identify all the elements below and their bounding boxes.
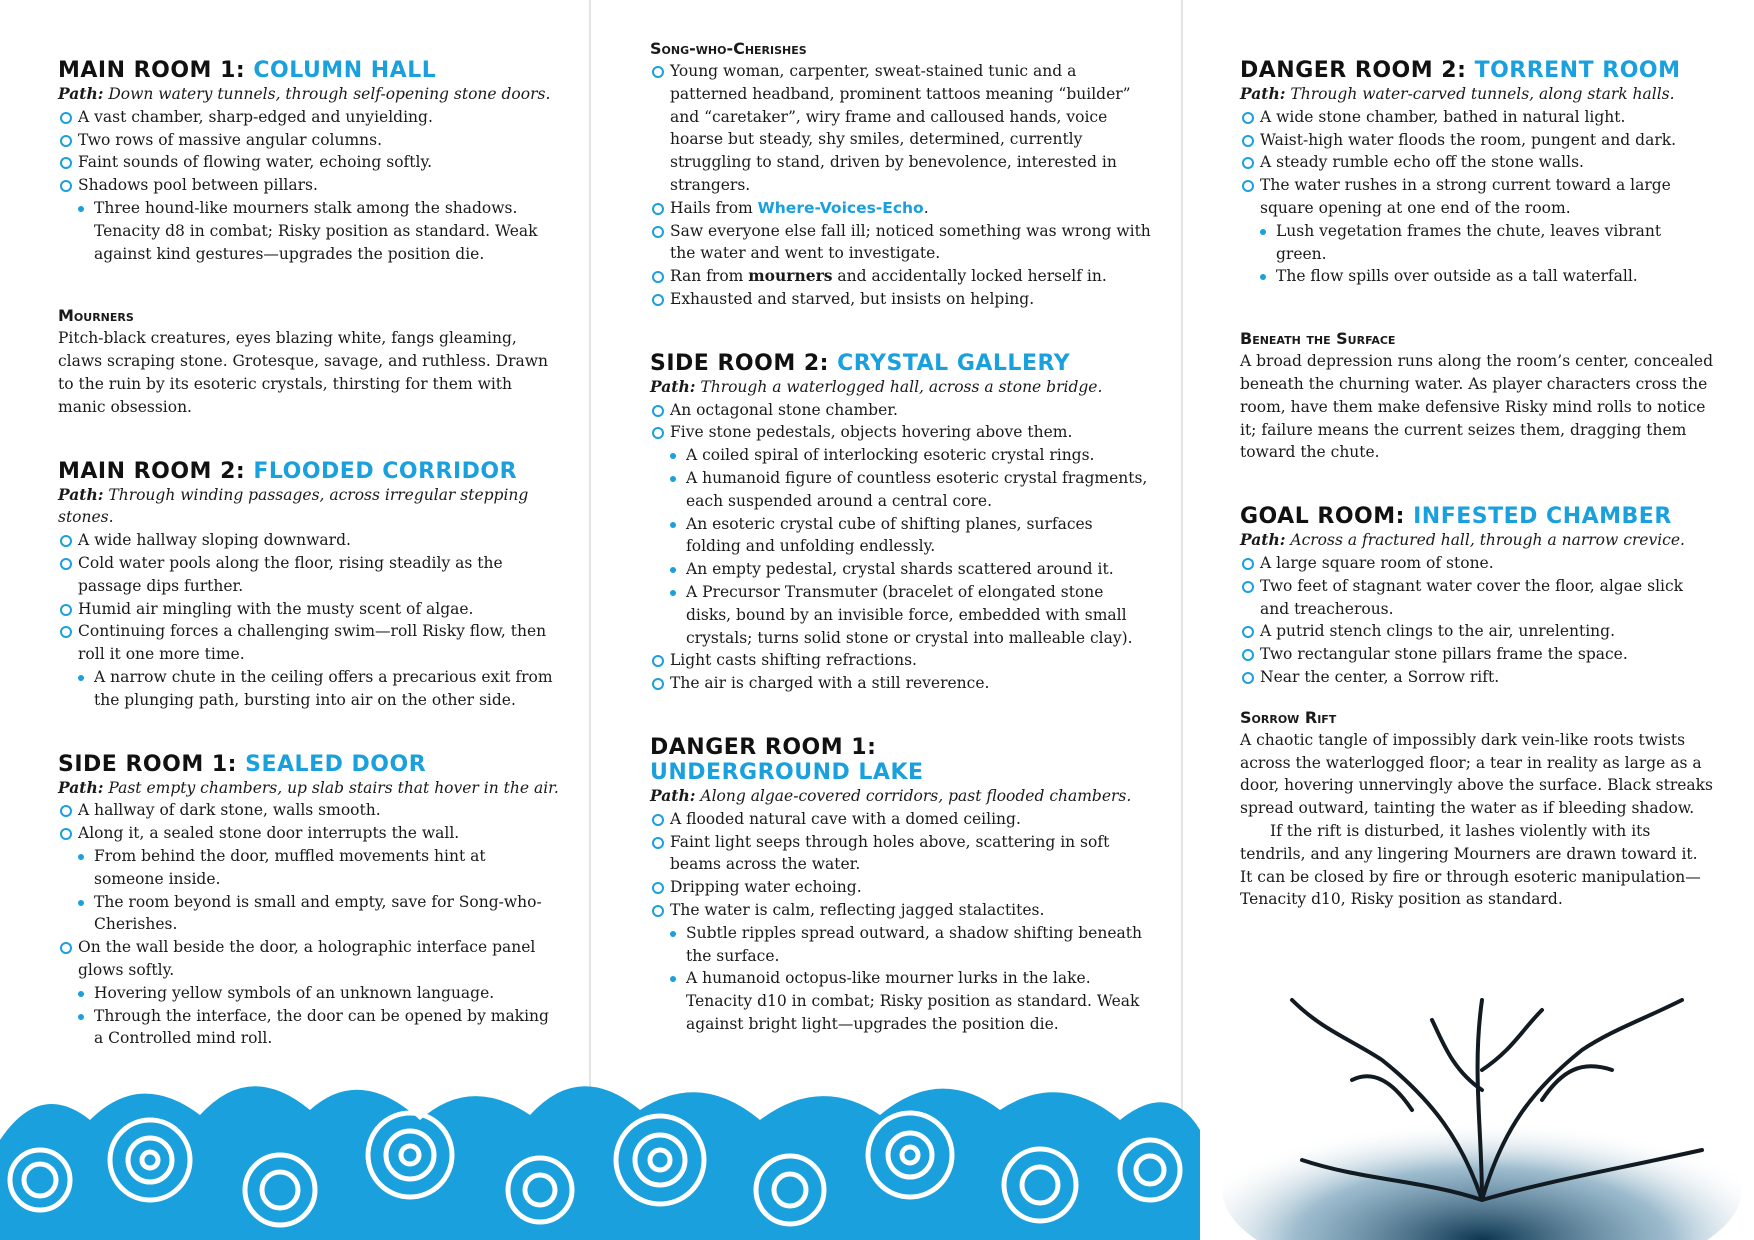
beneath-section bbox=[1240, 328, 1714, 464]
path-text: Through a waterlogged hall, across a stone bridge. bbox=[700, 377, 1103, 396]
sub-bullet-list bbox=[648, 444, 1152, 649]
list-item: Three hound-like mourners stalk among the shadows. Tenacity d8 in combat; Risky position as standard. Weak against kind gestures—upgrades the position die. bbox=[56, 197, 560, 265]
path-text: Past empty chambers, up slab stairs that hover in the air. bbox=[108, 778, 559, 797]
sub-bullet-list bbox=[648, 922, 1152, 1036]
danger-room-1-section bbox=[650, 735, 1152, 1036]
danger-room-2-section bbox=[1240, 58, 1714, 288]
list-item: Shadows pool between pillars. bbox=[58, 174, 560, 197]
room-path bbox=[650, 376, 1152, 399]
list-item: Two rectangular stone pillars frame the space. bbox=[1240, 643, 1714, 666]
list-item: Five stone pedestals, objects hovering above them. bbox=[650, 421, 1152, 444]
list-item: An octagonal stone chamber. bbox=[650, 399, 1152, 422]
list-item: An esoteric crystal cube of shifting planes, surfaces folding and unfolding endlessly. bbox=[648, 513, 1152, 559]
list-item: Faint light seeps through holes above, scattering in soft beams across the water. bbox=[650, 831, 1152, 877]
sorrow-rift-section bbox=[1240, 707, 1714, 911]
sub-bullet-list bbox=[56, 197, 560, 265]
room-label: SIDE ROOM 1: bbox=[58, 751, 237, 777]
list-item: Two feet of stagnant water cover the floor, algae slick and treacherous. bbox=[1240, 575, 1714, 621]
room-name: COLUMN HALL bbox=[253, 58, 437, 83]
sub-bullet-list bbox=[56, 666, 560, 712]
room-name: SEALED DOOR bbox=[245, 751, 427, 777]
list-item: A steady rumble echo off the stone walls. bbox=[1240, 151, 1714, 174]
list-item: On the wall beside the door, a holographic interface panel glows softly. bbox=[58, 936, 560, 982]
main-room-2-heading bbox=[58, 459, 560, 484]
list-item: Along it, a sealed stone door interrupts the wall. bbox=[58, 822, 560, 845]
list-item: Exhausted and starved, but insists on helping. bbox=[650, 288, 1152, 311]
sorrow-rift-heading: Sorrow Rift bbox=[1240, 707, 1337, 727]
sub-bullet-list bbox=[56, 982, 560, 1050]
list-item: Waist-high water floods the room, pungent and dark. bbox=[1240, 129, 1714, 152]
list-item: A wide stone chamber, bathed in natural light. bbox=[1240, 106, 1714, 129]
list-item: The water rushes in a strong current toward a large square opening at one end of the room. bbox=[1240, 174, 1714, 220]
bullet-list bbox=[1240, 106, 1714, 220]
path-label: Path: bbox=[650, 785, 696, 805]
list-item: A humanoid octopus-like mourner lurks in the lake. Tenacity d10 in combat; Risky position as standard. Weak against bright light—upgrades the position die. bbox=[648, 967, 1152, 1035]
list-item: A large square room of stone. bbox=[1240, 552, 1714, 575]
list-item: Near the center, a Sorrow rift. bbox=[1240, 666, 1714, 689]
list-item: The water is calm, reflecting jagged stalactites. bbox=[650, 899, 1152, 922]
path-label: Path: bbox=[650, 376, 696, 396]
room-name: INFESTED CHAMBER bbox=[1413, 504, 1672, 530]
hails-prefix: Hails from bbox=[670, 198, 758, 217]
path-text: Across a fractured hall, through a narrow crevice. bbox=[1290, 531, 1685, 550]
danger-room-2-heading bbox=[1240, 58, 1714, 83]
list-item: A flooded natural cave with a domed ceiling. bbox=[650, 808, 1152, 831]
mourners-heading: Mourners bbox=[58, 306, 134, 326]
side-room-2-heading bbox=[650, 351, 1152, 376]
bullet-list bbox=[58, 799, 560, 845]
list-item: A Precursor Transmuter (bracelet of elongated stone disks, bound by an invisible force, embedded with small crystals; turns solid stone or crystal into malleable clay). bbox=[648, 581, 1152, 649]
main-room-1-heading bbox=[58, 58, 560, 83]
list-item: A vast chamber, sharp-edged and unyielding. bbox=[58, 106, 560, 129]
list-item bbox=[650, 265, 1152, 288]
where-voices-echo-link[interactable]: Where-Voices-Echo bbox=[757, 198, 924, 217]
path-text: Through water-carved tunnels, along stark halls. bbox=[1290, 85, 1675, 103]
list-item: Continuing forces a challenging swim—roll Risky flow, then roll it one more time. bbox=[58, 620, 560, 666]
list-item: Saw everyone else fall ill; noticed something was wrong with the water and went to investigate. bbox=[650, 220, 1152, 266]
side-room-1-section bbox=[58, 752, 560, 1051]
bullet-list bbox=[58, 106, 560, 197]
mourners-text: Pitch-black creatures, eyes blazing white, fangs gleaming, claws scraping stone. Grotesque, savage, and ruthless. Drawn to the ruin by its esoteric crystals, thirsting for them with manic obsession. bbox=[58, 329, 548, 416]
mourners-term: mourners bbox=[748, 266, 833, 286]
list-item: From behind the door, muffled movements hint at someone inside. bbox=[56, 845, 560, 891]
path-label: Path: bbox=[58, 777, 104, 797]
list-item: Hovering yellow symbols of an unknown language. bbox=[56, 982, 560, 1005]
bullet-list bbox=[650, 808, 1152, 922]
room-path bbox=[58, 777, 560, 800]
room-path bbox=[650, 785, 1152, 808]
side-room-1-heading bbox=[58, 752, 560, 777]
column-middle bbox=[590, 0, 1182, 1240]
side-room-2-section bbox=[650, 351, 1152, 695]
goal-room-heading bbox=[1240, 504, 1714, 529]
main-room-1-section bbox=[58, 58, 560, 265]
sorrow-rift-illustration bbox=[1182, 960, 1754, 1240]
list-item: Young woman, carpenter, sweat-stained tunic and a patterned headband, prominent tattoos meaning “builder” and “caretaker”, wiry frame and calloused hands, voice hoarse but steady, shy smiles, determined, currently struggling to stand, driven by benevolence, interested in strangers. bbox=[650, 60, 1152, 197]
list-item: The room beyond is small and empty, save for Song-who-Cherishes. bbox=[56, 891, 560, 937]
path-text: Down watery tunnels, through self-opening stone doors. bbox=[108, 85, 551, 103]
song-section bbox=[650, 38, 1152, 311]
sub-bullet-list bbox=[56, 845, 560, 936]
beneath-text: A broad depression runs along the room’s center, concealed beneath the churning water. As player characters cross the room, have them make defensive Risky mind rolls to notice it; failure means the current seizes them, dragging them toward the chute. bbox=[1240, 352, 1714, 462]
bullet-list bbox=[58, 529, 560, 666]
bullet-list bbox=[58, 936, 560, 982]
danger-room-1-heading bbox=[650, 735, 1152, 785]
room-path bbox=[58, 83, 560, 106]
sorrow-rift-text-2: If the rift is disturbed, it lashes violently with its tendrils, and any lingering Mourners are drawn toward it. It can be closed by fire or through esoteric manipulation—Tenacity d10, Risky position as standard. bbox=[1240, 821, 1701, 909]
path-label: Path: bbox=[1240, 530, 1286, 550]
mourners-section bbox=[58, 305, 560, 418]
room-label: MAIN ROOM 2: bbox=[58, 458, 246, 484]
list-item: Humid air mingling with the musty scent of algae. bbox=[58, 598, 560, 621]
list-item: The flow spills over outside as a tall waterfall. bbox=[1238, 265, 1714, 288]
list-item: A putrid stench clings to the air, unrelenting. bbox=[1240, 620, 1714, 643]
room-name: FLOODED CORRIDOR bbox=[253, 458, 518, 484]
beneath-heading: Beneath the Surface bbox=[1240, 329, 1396, 349]
list-item: A coiled spiral of interlocking esoteric crystal rings. bbox=[648, 444, 1152, 467]
ran-suffix: and accidentally locked herself in. bbox=[832, 267, 1107, 286]
list-item: Light casts shifting refractions. bbox=[650, 649, 1152, 672]
room-path bbox=[58, 484, 560, 530]
room-name: CRYSTAL GALLERY bbox=[837, 350, 1071, 376]
path-text: Through winding passages, across irregular stepping stones. bbox=[58, 485, 529, 527]
list-item: A hallway of dark stone, walls smooth. bbox=[58, 799, 560, 822]
list-item: Lush vegetation frames the chute, leaves vibrant green. bbox=[1238, 220, 1714, 266]
room-label: DANGER ROOM 1: bbox=[650, 734, 877, 760]
bullet-list bbox=[650, 649, 1152, 695]
path-text: Along algae-covered corridors, past flooded chambers. bbox=[700, 786, 1132, 805]
list-item: Faint sounds of flowing water, echoing softly. bbox=[58, 151, 560, 174]
sorrow-rift-text: A chaotic tangle of impossibly dark vein-like roots twists across the waterlogged floor; a tear in reality as large as a door, hovering unnervingly above the surface. Black streaks spread outward, tainting the water as if bleeding shadow. bbox=[1240, 730, 1714, 818]
list-item: Two rows of massive angular columns. bbox=[58, 129, 560, 152]
list-item: Dripping water echoing. bbox=[650, 876, 1152, 899]
song-heading: Song-who-Cherishes bbox=[650, 39, 807, 58]
list-item: An empty pedestal, crystal shards scattered around it. bbox=[648, 558, 1152, 581]
path-label: Path: bbox=[1240, 84, 1286, 103]
list-item: Subtle ripples spread outward, a shadow shifting beneath the surface. bbox=[648, 922, 1152, 968]
list-item: Hails from Where-Voices-Echo. bbox=[650, 197, 1152, 220]
room-label: GOAL ROOM: bbox=[1240, 504, 1405, 530]
main-room-2-section bbox=[58, 459, 560, 712]
bullet-list bbox=[1240, 552, 1714, 689]
column-left bbox=[0, 0, 590, 1240]
goal-room-section bbox=[1240, 504, 1714, 689]
sub-bullet-list bbox=[1238, 220, 1714, 288]
room-label: SIDE ROOM 2: bbox=[650, 350, 829, 376]
list-item: A narrow chute in the ceiling offers a precarious exit from the plunging path, bursting into air on the other side. bbox=[56, 666, 560, 712]
list-item: A humanoid figure of countless esoteric crystal fragments, each suspended around a central core. bbox=[648, 467, 1152, 513]
room-path bbox=[1240, 83, 1714, 106]
room-name: UNDERGROUND LAKE bbox=[650, 759, 924, 785]
bullet-list bbox=[650, 60, 1152, 311]
list-item: A wide hallway sloping downward. bbox=[58, 529, 560, 552]
room-label: MAIN ROOM 1: bbox=[58, 58, 246, 83]
path-label: Path: bbox=[58, 84, 104, 103]
list-item: Cold water pools along the floor, rising steadily as the passage dips further. bbox=[58, 552, 560, 598]
room-label: DANGER ROOM 2: bbox=[1240, 58, 1467, 83]
room-path bbox=[1240, 529, 1714, 552]
path-label: Path: bbox=[58, 484, 104, 504]
list-item: The air is charged with a still reverence. bbox=[650, 672, 1152, 695]
bullet-list bbox=[650, 399, 1152, 445]
room-name: TORRENT ROOM bbox=[1474, 58, 1681, 83]
list-item: Through the interface, the door can be opened by making a Controlled mind roll. bbox=[56, 1005, 560, 1051]
ran-prefix: Ran from bbox=[670, 267, 749, 286]
